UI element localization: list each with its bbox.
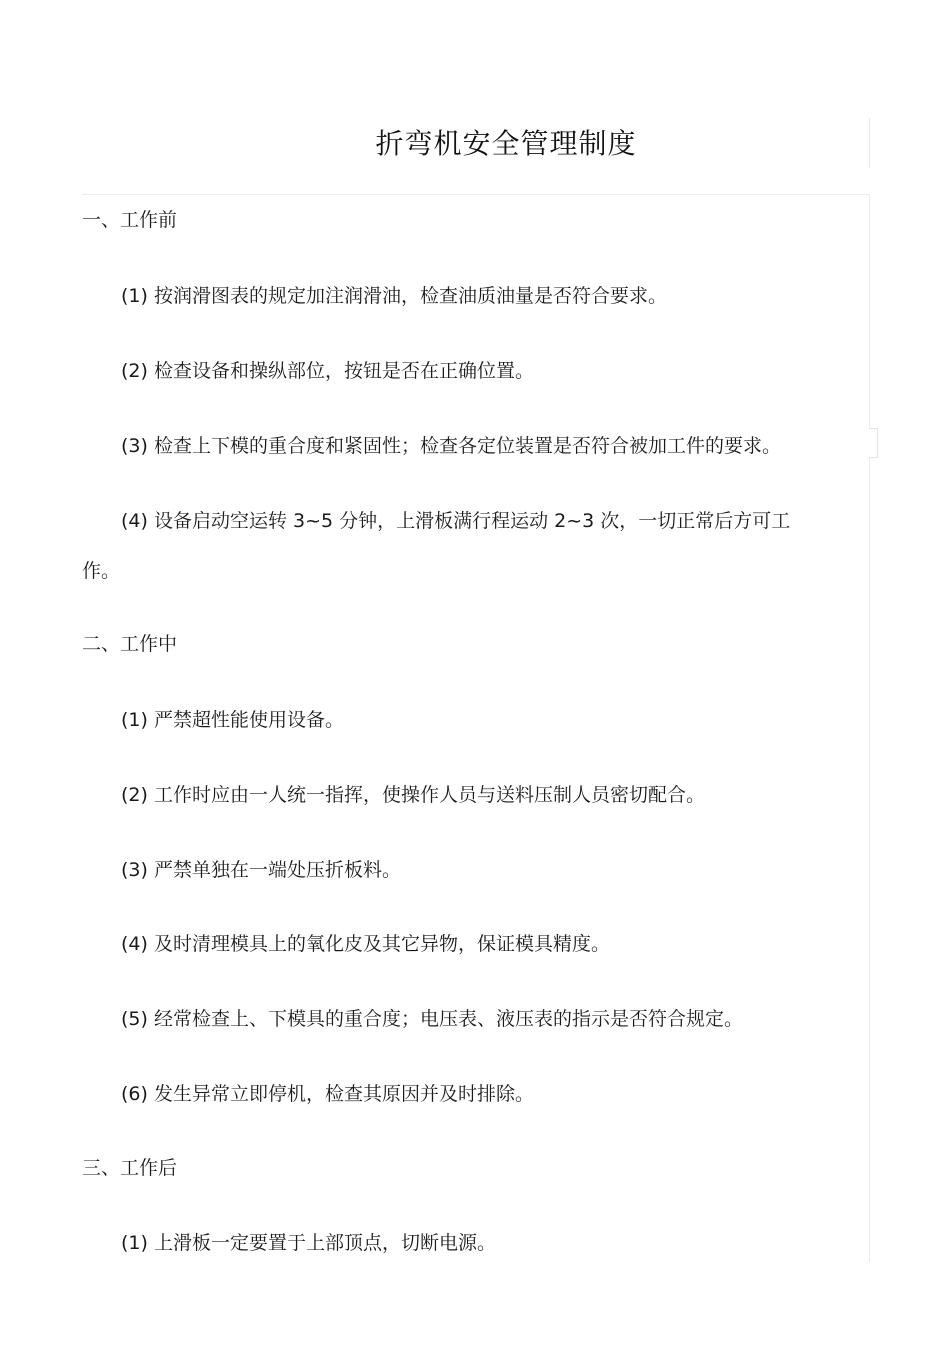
list-item: (6) 发生异常立即停机，检查其原因并及时排除。 <box>121 1083 534 1105</box>
list-item: (1) 上滑板一定要置于上部顶点，切断电源。 <box>121 1232 496 1254</box>
page-frame-notch <box>869 428 878 458</box>
list-item: (3) 严禁单独在一端处压折板料。 <box>121 859 401 881</box>
list-item-line: (4) 设备启动空运转 3~5 分钟，上滑板满行程运动 2~3 次，一切正常后方可工 <box>121 510 791 532</box>
section-heading-during-work: 二、工作中 <box>82 633 178 655</box>
list-item: (3) 检查上下模的重合度和紧固性；检查各定位装置是否符合被加工件的要求。 <box>121 435 781 457</box>
page-frame-horizontal-line <box>82 194 870 195</box>
list-item: (2) 工作时应由一人统一指挥，使操作人员与送料压制人员密切配合。 <box>121 784 705 806</box>
list-item-line-continued: 作。 <box>82 560 121 582</box>
list-item: (1) 严禁超性能使用设备。 <box>121 709 344 731</box>
page-frame-vertical-line <box>869 194 870 1262</box>
list-item: (5) 经常检查上、下模具的重合度；电压表、液压表的指示是否符合规定。 <box>121 1008 743 1030</box>
list-item: (2) 检查设备和操纵部位，按钮是否在正确位置。 <box>121 360 534 382</box>
list-item-wrapped <box>82 506 858 583</box>
section-heading-before-work: 一、工作前 <box>82 209 178 231</box>
section-heading-after-work: 三、工作后 <box>82 1157 178 1179</box>
list-item: (1) 按润滑图表的规定加注润滑油，检查油质油量是否符合要求。 <box>121 285 667 307</box>
document-title: 折弯机安全管理制度 <box>375 127 637 160</box>
list-item: (4) 及时清理模具上的氧化皮及其它异物，保证模具精度。 <box>121 933 610 955</box>
